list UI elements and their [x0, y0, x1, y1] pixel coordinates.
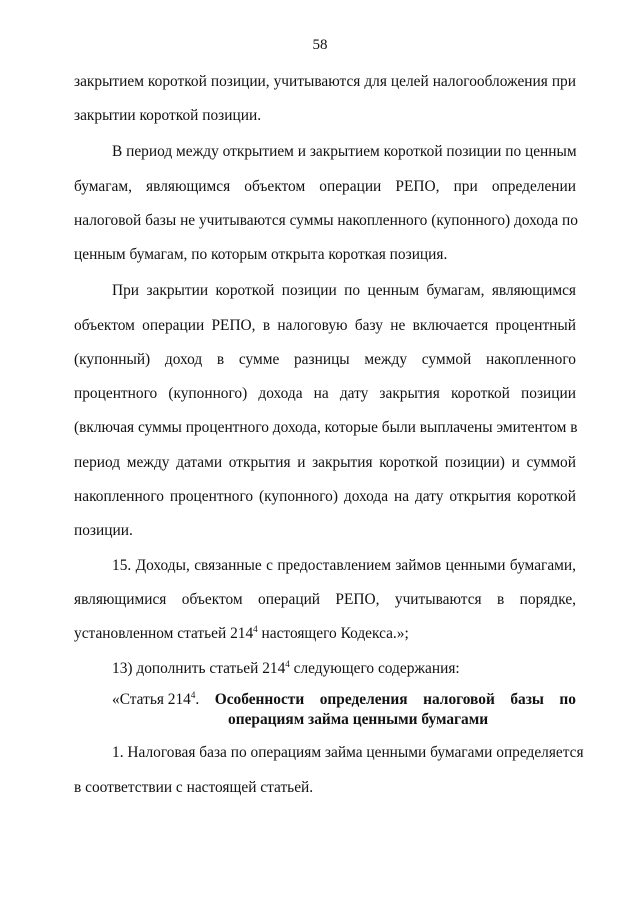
article-heading	[112, 690, 576, 730]
text-line: закрытии короткой позиции.	[74, 107, 262, 124]
text-line: (купонный) доход в сумме разницы между суммой накопленного	[74, 351, 576, 368]
text-line: период между датами открытия и закрытия короткой позиции) и суммой	[74, 454, 576, 471]
article-prefix: «Статья 214	[112, 691, 191, 708]
superscript: 4	[253, 624, 258, 634]
article-dot: .	[195, 691, 200, 708]
text-fragment: настоящего Кодекса.»;	[257, 625, 409, 642]
article-number	[112, 690, 199, 710]
text-line	[112, 659, 576, 679]
text-line: процентного (купонного) дохода на дату закрытия короткой позиции	[74, 385, 576, 402]
text-line: являющимися объектом операций РЕПО, учитываются в порядке,	[74, 591, 576, 608]
text-line: 1. Налоговая база по операциям займа ценными бумагами определяется	[112, 744, 584, 761]
text-fragment: 13) дополнить статьей 214	[112, 660, 286, 677]
text-line: При закрытии короткой позиции по ценным бумагам, являющимся	[112, 282, 576, 299]
text-line	[74, 624, 576, 644]
article-title-word: базы	[510, 691, 544, 708]
text-line: позиции.	[74, 522, 133, 539]
text-line: в соответствии с настоящей статьей.	[74, 779, 314, 796]
article-title-word: определения	[319, 691, 408, 708]
text-line: (включая суммы процентного дохода, которые были выплачены эмитентом в	[74, 419, 578, 436]
text-line: накопленного процентного (купонного) дохода на дату открытия короткой	[74, 488, 576, 505]
superscript: 4	[190, 690, 196, 700]
article-heading-line	[112, 690, 576, 710]
article-title-word: по	[559, 691, 576, 708]
text-fragment: следующего содержания:	[289, 660, 460, 677]
text-fragment: установленном статьей 214	[74, 625, 254, 642]
text-line: В период между открытием и закрытием короткой позиции по ценным	[112, 143, 577, 160]
article-title-word: налоговой	[423, 691, 495, 708]
text-line: бумагам, являющимся объектом операции РЕПО, при определении	[74, 178, 576, 195]
text-line: объектом операции РЕПО, в налоговую базу не включается процентный	[74, 317, 576, 334]
text-line: 15. Доходы, связанные с предоставлением займов ценными бумагами,	[112, 557, 576, 574]
text-line: ценным бумагам, по которым открыта короткая позиция.	[74, 246, 448, 263]
text-line: налоговой базы не учитываются суммы накопленного (купонного) дохода по	[74, 212, 578, 229]
superscript: 4	[285, 659, 290, 669]
page-number: 58	[312, 37, 328, 53]
text-line: закрытием короткой позиции, учитываются для целей налогообложения при	[74, 73, 576, 90]
article-title-word: Особенности	[214, 691, 305, 708]
article-title-line: операциям займа ценными бумагами	[228, 711, 489, 728]
